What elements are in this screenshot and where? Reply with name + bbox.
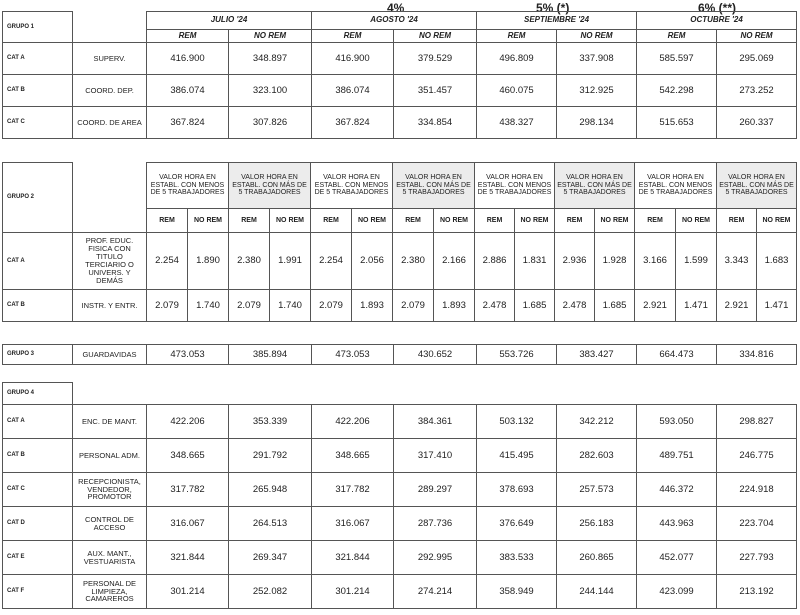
category-description: PERSONAL ADM. (73, 439, 147, 473)
category-label: CAT B (3, 290, 73, 322)
rem-header: REM (475, 209, 515, 233)
value-cell: 295.069 (717, 43, 797, 75)
value-cell: 1.471 (676, 290, 717, 322)
category-description: RECEPCIONISTA, VENDEDOR, PROMOTOR (73, 473, 147, 507)
value-cell: 316.067 (147, 507, 229, 541)
category-description: AUX. MANT., VESTUARISTA (73, 541, 147, 575)
value-cell: 334.854 (394, 107, 477, 139)
value-cell: 312.925 (557, 75, 637, 107)
table-row (3, 233, 797, 290)
value-cell: 334.816 (717, 345, 797, 365)
value-cell: 496.809 (477, 43, 557, 75)
value-cell: 460.075 (477, 75, 557, 107)
table-row (3, 345, 797, 365)
rem-header: REM (311, 209, 352, 233)
value-cell: 298.134 (557, 107, 637, 139)
group1-table (2, 11, 797, 139)
month-header: AGOSTO '24 (312, 12, 477, 30)
value-cell: 473.053 (312, 345, 394, 365)
value-cell: 1.893 (434, 290, 475, 322)
table-row (3, 507, 797, 541)
value-cell: 367.824 (147, 107, 229, 139)
category-label: CAT E (3, 541, 73, 575)
value-cell: 446.372 (637, 473, 717, 507)
category-label: CAT F (3, 575, 73, 609)
value-cell: 2.886 (475, 233, 515, 290)
value-cell: 287.736 (394, 507, 477, 541)
value-cell: 416.900 (312, 43, 394, 75)
value-cell: 244.144 (557, 575, 637, 609)
group1-corner (73, 12, 147, 43)
value-cell: 489.751 (637, 439, 717, 473)
no-rem-header: NO REM (352, 209, 393, 233)
column-header: VALOR HORA EN ESTABL. CON MENOS DE 5 TRABAJADORES (147, 163, 229, 209)
value-cell: 264.513 (229, 507, 312, 541)
value-cell: 1.831 (515, 233, 555, 290)
value-cell: 323.100 (229, 75, 312, 107)
group3-table (2, 344, 797, 365)
value-cell: 2.254 (147, 233, 188, 290)
value-cell: 301.214 (312, 575, 394, 609)
value-cell: 265.948 (229, 473, 312, 507)
value-cell: 1.683 (757, 233, 797, 290)
category-description: CONTROL DE ACCESO (73, 507, 147, 541)
percent-label-octubre: 6% (**) (698, 1, 737, 15)
value-cell: 227.793 (717, 541, 797, 575)
value-cell: 317.782 (312, 473, 394, 507)
value-cell: 353.339 (229, 405, 312, 439)
value-cell: 593.050 (637, 405, 717, 439)
value-cell: 2.380 (229, 233, 270, 290)
value-cell: 213.192 (717, 575, 797, 609)
category-label: CAT A (3, 233, 73, 290)
rem-header: REM (312, 30, 394, 43)
value-cell: 1.685 (595, 290, 635, 322)
table-row (3, 541, 797, 575)
value-cell: 1.991 (270, 233, 311, 290)
rem-header: REM (555, 209, 595, 233)
value-cell: 2.478 (555, 290, 595, 322)
value-cell: 252.082 (229, 575, 312, 609)
value-cell: 2.166 (434, 233, 475, 290)
value-cell: 224.918 (717, 473, 797, 507)
value-cell: 2.056 (352, 233, 393, 290)
value-cell: 269.347 (229, 541, 312, 575)
table-row (3, 75, 797, 107)
category-description: PROF. EDUC. FISICA CON TITULO TERCIARIO O UNIVERS. Y DEMÁS (73, 233, 147, 290)
table-row (3, 107, 797, 139)
group4-table (2, 382, 797, 609)
value-cell: 376.649 (477, 507, 557, 541)
value-cell: 342.212 (557, 405, 637, 439)
rem-header: REM (477, 30, 557, 43)
category-label: CAT C (3, 473, 73, 507)
value-cell: 422.206 (312, 405, 394, 439)
category-label: CAT D (3, 507, 73, 541)
category-label: CAT A (3, 43, 73, 75)
value-cell: 348.897 (229, 43, 312, 75)
value-cell: 301.214 (147, 575, 229, 609)
no-rem-header: NO REM (394, 30, 477, 43)
rem-header: REM (717, 209, 757, 233)
value-cell: 1.890 (188, 233, 229, 290)
value-cell: 257.573 (557, 473, 637, 507)
value-cell: 422.206 (147, 405, 229, 439)
percent-label-agosto: 4% (387, 1, 405, 15)
column-header: VALOR HORA EN ESTABL. CON MÁS DE 5 TRABAJADORES (717, 163, 797, 209)
no-rem-header: NO REM (229, 30, 312, 43)
value-cell: 3.166 (635, 233, 676, 290)
table-row (3, 290, 797, 322)
value-cell: 1.471 (757, 290, 797, 322)
value-cell: 298.827 (717, 405, 797, 439)
value-cell: 2.079 (311, 290, 352, 322)
value-cell: 542.298 (637, 75, 717, 107)
value-cell: 348.665 (147, 439, 229, 473)
month-header: JULIO '24 (147, 12, 312, 30)
value-cell: 273.252 (717, 75, 797, 107)
value-cell: 1.928 (595, 233, 635, 290)
rem-header: REM (147, 209, 188, 233)
value-cell: 348.665 (312, 439, 394, 473)
no-rem-header: NO REM (717, 30, 797, 43)
value-cell: 223.704 (717, 507, 797, 541)
value-cell: 1.599 (676, 233, 717, 290)
value-cell: 307.826 (229, 107, 312, 139)
value-cell: 291.792 (229, 439, 312, 473)
value-cell: 386.074 (147, 75, 229, 107)
value-cell: 358.949 (477, 575, 557, 609)
table-row (3, 405, 797, 439)
value-cell: 379.529 (394, 43, 477, 75)
category-label: CAT C (3, 107, 73, 139)
no-rem-header: NO REM (188, 209, 229, 233)
group2-label: GRUPO 2 (3, 163, 73, 233)
category-description: COORD. DEP. (73, 75, 147, 107)
category-description: INSTR. Y ENTR. (73, 290, 147, 322)
group3-label: GRUPO 3 (3, 345, 73, 365)
value-cell: 2.921 (717, 290, 757, 322)
value-cell: 503.132 (477, 405, 557, 439)
no-rem-header: NO REM (757, 209, 797, 233)
rem-header: REM (147, 30, 229, 43)
value-cell: 423.099 (637, 575, 717, 609)
value-cell: 2.254 (311, 233, 352, 290)
table-row (3, 43, 797, 75)
no-rem-header: NO REM (270, 209, 311, 233)
value-cell: 1.740 (188, 290, 229, 322)
value-cell: 383.427 (557, 345, 637, 365)
value-cell: 351.457 (394, 75, 477, 107)
table-row (3, 473, 797, 507)
value-cell: 415.495 (477, 439, 557, 473)
group1-label: GRUPO 1 (3, 12, 73, 43)
column-header: VALOR HORA EN ESTABL. CON MÁS DE 5 TRABAJADORES (393, 163, 475, 209)
value-cell: 1.893 (352, 290, 393, 322)
value-cell: 316.067 (312, 507, 394, 541)
group2-corner (73, 163, 147, 233)
table-row (3, 439, 797, 473)
column-header: VALOR HORA EN ESTABL. CON MÁS DE 5 TRABAJADORES (229, 163, 311, 209)
value-cell: 274.214 (394, 575, 477, 609)
rem-header: REM (393, 209, 434, 233)
value-cell: 317.410 (394, 439, 477, 473)
no-rem-header: NO REM (515, 209, 555, 233)
no-rem-header: NO REM (595, 209, 635, 233)
value-cell: 2.936 (555, 233, 595, 290)
value-cell: 2.079 (229, 290, 270, 322)
value-cell: 2.921 (635, 290, 676, 322)
category-label: CAT B (3, 439, 73, 473)
category-description: PERSONAL DE LIMPIEZA, CAMAREROS (73, 575, 147, 609)
value-cell: 2.079 (147, 290, 188, 322)
value-cell: 321.844 (147, 541, 229, 575)
column-header: VALOR HORA EN ESTABL. CON MENOS DE 5 TRABAJADORES (475, 163, 555, 209)
rem-header: REM (229, 209, 270, 233)
value-cell: 292.995 (394, 541, 477, 575)
value-cell: 282.603 (557, 439, 637, 473)
rem-header: REM (635, 209, 676, 233)
value-cell: 438.327 (477, 107, 557, 139)
value-cell: 515.653 (637, 107, 717, 139)
month-header: OCTUBRE '24 (637, 12, 797, 30)
column-header: VALOR HORA EN ESTABL. CON MENOS DE 5 TRABAJADORES (311, 163, 393, 209)
value-cell: 416.900 (147, 43, 229, 75)
value-cell: 289.297 (394, 473, 477, 507)
value-cell: 246.775 (717, 439, 797, 473)
value-cell: 1.740 (270, 290, 311, 322)
value-cell: 383.533 (477, 541, 557, 575)
percent-label-septiembre: 5% (*) (536, 1, 570, 15)
value-cell: 367.824 (312, 107, 394, 139)
category-description: GUARDAVIDAS (73, 345, 147, 365)
no-rem-header: NO REM (676, 209, 717, 233)
value-cell: 260.865 (557, 541, 637, 575)
rem-header: REM (637, 30, 717, 43)
value-cell: 2.380 (393, 233, 434, 290)
value-cell: 473.053 (147, 345, 229, 365)
category-label: CAT B (3, 75, 73, 107)
value-cell: 585.597 (637, 43, 717, 75)
no-rem-header: NO REM (434, 209, 475, 233)
value-cell: 664.473 (637, 345, 717, 365)
category-label: CAT A (3, 405, 73, 439)
month-header: SEPTIEMBRE '24 (477, 12, 637, 30)
value-cell: 260.337 (717, 107, 797, 139)
value-cell: 430.652 (394, 345, 477, 365)
table-row (3, 575, 797, 609)
value-cell: 384.361 (394, 405, 477, 439)
value-cell: 256.183 (557, 507, 637, 541)
no-rem-header: NO REM (557, 30, 637, 43)
value-cell: 337.908 (557, 43, 637, 75)
group4-label: GRUPO 4 (3, 383, 73, 405)
category-description: COORD. DE AREA (73, 107, 147, 139)
value-cell: 452.077 (637, 541, 717, 575)
value-cell: 321.844 (312, 541, 394, 575)
value-cell: 2.079 (393, 290, 434, 322)
value-cell: 1.685 (515, 290, 555, 322)
value-cell: 553.726 (477, 345, 557, 365)
value-cell: 3.343 (717, 233, 757, 290)
value-cell: 385.894 (229, 345, 312, 365)
category-description: SUPERV. (73, 43, 147, 75)
group4-header-spacer (73, 383, 797, 405)
value-cell: 378.693 (477, 473, 557, 507)
group2-table (2, 162, 797, 322)
column-header: VALOR HORA EN ESTABL. CON MENOS DE 5 TRABAJADORES (635, 163, 717, 209)
value-cell: 443.963 (637, 507, 717, 541)
value-cell: 386.074 (312, 75, 394, 107)
value-cell: 2.478 (475, 290, 515, 322)
value-cell: 317.782 (147, 473, 229, 507)
column-header: VALOR HORA EN ESTABL. CON MÁS DE 5 TRABAJADORES (555, 163, 635, 209)
category-description: ENC. DE MANT. (73, 405, 147, 439)
